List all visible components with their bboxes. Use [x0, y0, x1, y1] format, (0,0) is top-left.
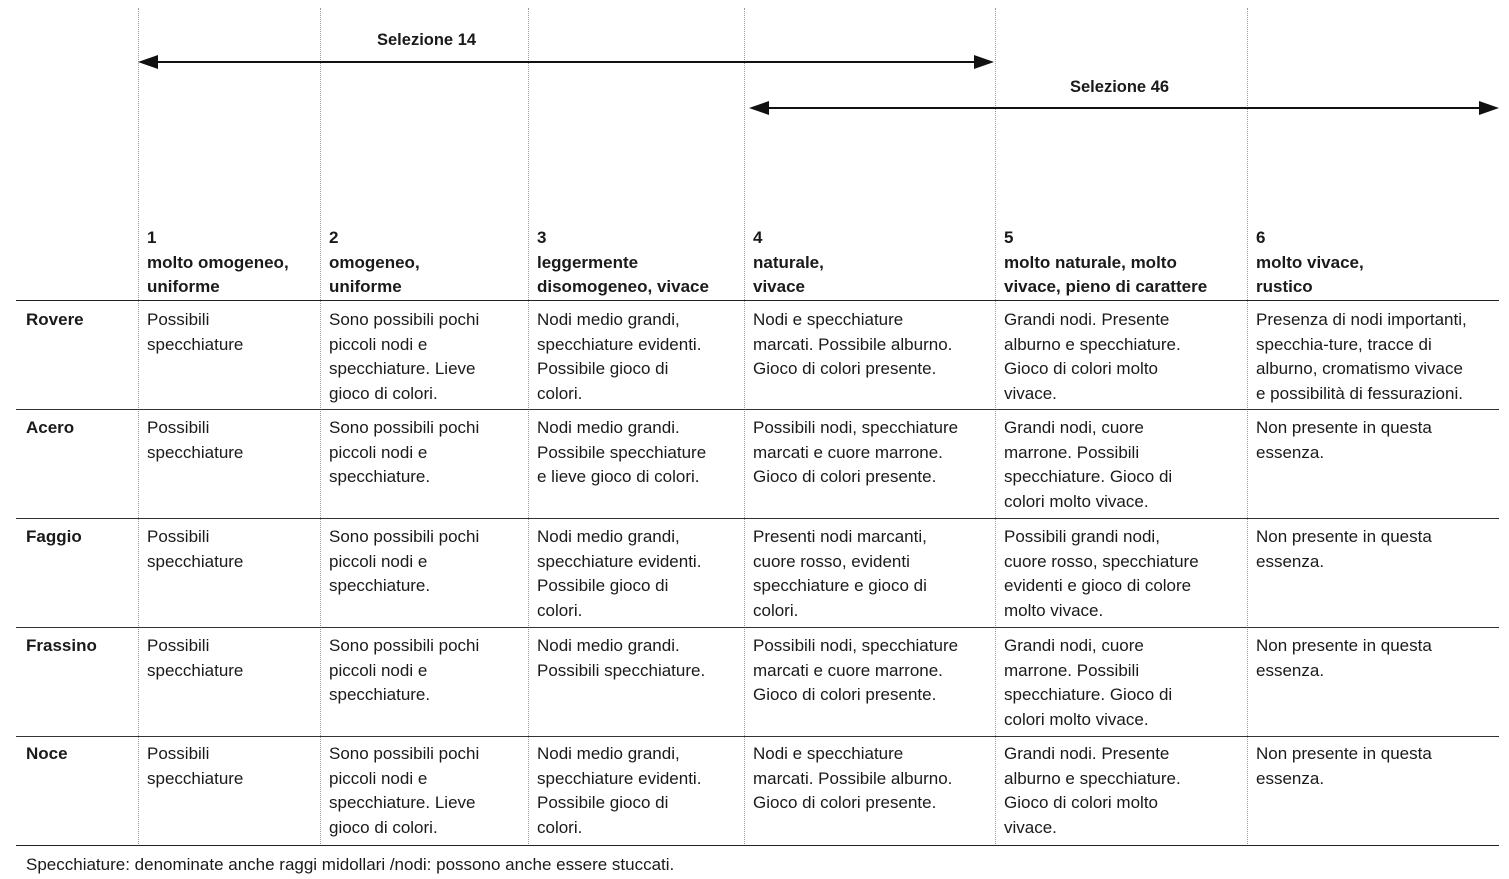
column-header-5: [1004, 226, 1207, 300]
cell-line: colori.: [537, 383, 583, 403]
table-cell: [537, 308, 701, 406]
table-cell: [753, 742, 952, 816]
cell-line: cuore rosso, specchiature: [1004, 551, 1199, 571]
cell-line: Possibile gioco di: [537, 793, 669, 812]
column-header-3: [537, 226, 709, 300]
cell-line: Possibili: [147, 527, 210, 546]
column-title-line: naturale,: [753, 252, 824, 272]
column-header-4: [753, 226, 824, 300]
column-title-line: uniforme: [329, 277, 402, 296]
cell-line: marcati. Possibile alburno.: [753, 768, 953, 788]
cell-line: marcati e cuore marrone.: [753, 660, 943, 680]
cell-line: marrone. Possibili: [1004, 442, 1140, 462]
table-cell: [329, 416, 479, 490]
cell-line: specchiature. Lieve: [329, 359, 476, 378]
column-number: 4: [753, 228, 763, 247]
cell-line: Nodi medio grandi,: [537, 527, 680, 546]
cell-line: Possibili nodi, specchiature: [753, 418, 959, 437]
cell-line: Sono possibili pochi: [329, 418, 480, 437]
footnote: Specchiature: denominate anche raggi midollari /nodi: possono anche essere stuccati.: [26, 855, 675, 874]
cell-line: marrone. Possibili: [1004, 660, 1140, 680]
table-cell: [1256, 742, 1432, 791]
cell-line: essenza.: [1256, 442, 1325, 462]
cell-line: specchiature.: [329, 467, 431, 486]
cell-line: Presenti nodi marcanti,: [753, 527, 927, 546]
cell-line: marcati e cuore marrone.: [753, 442, 943, 462]
cell-line: specchiature.: [329, 685, 431, 704]
cell-line: colori.: [753, 600, 799, 620]
cell-line: colori molto vivace.: [1004, 491, 1149, 511]
cell-line: colori.: [537, 600, 583, 620]
column-title-line: vivace, pieno di carattere: [1004, 277, 1208, 296]
table-cell: [1256, 525, 1432, 574]
cell-line: Sono possibili pochi: [329, 310, 480, 329]
cell-line: Gioco di colori presente.: [753, 685, 937, 704]
cell-line: evidenti e gioco di colore: [1004, 576, 1192, 595]
cell-line: Possibili: [147, 744, 210, 763]
cell-line: Sono possibili pochi: [329, 527, 480, 546]
cell-line: Nodi medio grandi,: [537, 744, 680, 763]
column-title-line: uniforme: [147, 277, 220, 296]
cell-line: Nodi medio grandi,: [537, 310, 680, 329]
cell-line: Possibile gioco di: [537, 359, 669, 378]
column-header-2: [329, 226, 420, 300]
cell-line: specchiature: [147, 660, 244, 680]
row-label-frassino: Frassino: [26, 636, 97, 655]
cell-line: specchiature evidenti.: [537, 551, 702, 571]
table-cell: [1004, 525, 1199, 623]
table-cell: [147, 308, 243, 357]
table-cell: [329, 634, 479, 708]
column-number: 3: [537, 228, 547, 247]
cell-line: essenza.: [1256, 551, 1325, 571]
cell-line: piccoli nodi e: [329, 442, 428, 462]
cell-line: Gioco di colori molto: [1004, 793, 1159, 812]
table-cell: [537, 525, 701, 623]
cell-line: Possibile gioco di: [537, 576, 669, 595]
table-cell: [753, 308, 952, 382]
table-cell: [537, 742, 701, 840]
table-cell: [147, 416, 243, 465]
cell-line: Nodi medio grandi.: [537, 636, 680, 655]
cell-line: Possibili: [147, 636, 210, 655]
cell-line: marcati. Possibile alburno.: [753, 334, 953, 354]
cell-line: Grandi nodi. Presente: [1004, 310, 1170, 329]
cell-line: specchiature. Gioco di: [1004, 685, 1173, 704]
table-cell: [753, 416, 958, 490]
cell-line: specchia-ture, tracce di: [1256, 334, 1432, 354]
cell-line: specchiature e gioco di: [753, 576, 927, 595]
cell-line: Non presente in questa: [1256, 527, 1432, 546]
row-label-faggio: Faggio: [26, 527, 82, 546]
cell-line: Possibili grandi nodi,: [1004, 527, 1160, 546]
table-cell: [1004, 416, 1172, 514]
cell-line: essenza.: [1256, 660, 1325, 680]
cell-line: essenza.: [1256, 768, 1325, 788]
table-cell: [147, 525, 243, 574]
column-header-6: [1256, 226, 1364, 300]
cell-line: piccoli nodi e: [329, 660, 428, 680]
table-cell: [329, 308, 479, 406]
cell-line: piccoli nodi e: [329, 768, 428, 788]
table-cell: [753, 525, 927, 623]
cell-line: alburno e specchiature.: [1004, 768, 1181, 788]
column-header-1: [147, 226, 289, 300]
cell-line: specchiature. Lieve: [329, 793, 476, 812]
cell-line: vivace.: [1004, 383, 1057, 403]
cell-line: gioco di colori.: [329, 817, 438, 837]
table-cell: [537, 634, 705, 683]
column-title-line: molto vivace,: [1256, 252, 1364, 272]
cell-line: molto vivace.: [1004, 600, 1104, 620]
cell-line: piccoli nodi e: [329, 334, 428, 354]
cell-line: Gioco di colori presente.: [753, 359, 937, 378]
cell-line: piccoli nodi e: [329, 551, 428, 571]
cell-line: colori molto vivace.: [1004, 709, 1149, 729]
cell-line: vivace.: [1004, 817, 1057, 837]
selection-46-label: Selezione 46: [1070, 78, 1170, 96]
selection-14-arrow: [138, 55, 994, 69]
column-title-line: vivace: [753, 277, 805, 296]
column-title-line: omogeneo,: [329, 252, 420, 272]
cell-line: Possibili: [147, 310, 210, 329]
cell-line: Possibili nodi, specchiature: [753, 636, 959, 655]
cell-line: specchiature: [147, 442, 244, 462]
cell-line: Non presente in questa: [1256, 744, 1432, 763]
cell-line: Grandi nodi. Presente: [1004, 744, 1170, 763]
cell-line: e possibilità di fessurazioni.: [1256, 383, 1463, 403]
cell-line: specchiature: [147, 551, 244, 571]
table-cell: [329, 742, 479, 840]
cell-line: specchiature. Gioco di: [1004, 467, 1173, 486]
cell-line: gioco di colori.: [329, 383, 438, 403]
cell-line: Nodi medio grandi.: [537, 418, 680, 437]
cell-line: Nodi e specchiature: [753, 310, 904, 329]
row-label-rovere: Rovere: [26, 310, 84, 329]
selection-46-arrow: [749, 101, 1499, 115]
column-title-line: disomogeneo, vivace: [537, 277, 709, 296]
cell-line: specchiature evidenti.: [537, 334, 702, 354]
column-number: 2: [329, 228, 339, 247]
table-cell: [753, 634, 958, 708]
table-cell: [329, 525, 479, 599]
row-label-acero: Acero: [26, 418, 75, 437]
cell-line: colori.: [537, 817, 583, 837]
table-cell: [147, 634, 243, 683]
cell-line: Gioco di colori presente.: [753, 793, 937, 812]
column-title-line: molto omogeneo,: [147, 252, 289, 272]
cell-line: Possibili specchiature.: [537, 660, 706, 680]
cell-line: Grandi nodi, cuore: [1004, 636, 1144, 655]
cell-line: e lieve gioco di colori.: [537, 467, 700, 486]
table-cell: [147, 742, 243, 791]
cell-line: Presenza di nodi importanti,: [1256, 310, 1467, 329]
cell-line: Nodi e specchiature: [753, 744, 904, 763]
column-title-line: rustico: [1256, 277, 1313, 296]
cell-line: specchiature.: [329, 576, 431, 595]
table-cell: [1004, 742, 1181, 840]
cell-line: Possibile specchiature: [537, 442, 707, 462]
cell-line: cuore rosso, evidenti: [753, 551, 910, 571]
cell-line: specchiature: [147, 768, 244, 788]
cell-line: alburno, cromatismo vivace: [1256, 359, 1463, 378]
table-cell: [1004, 308, 1181, 406]
selection-14-label: Selezione 14: [377, 31, 477, 49]
cell-line: specchiature: [147, 334, 244, 354]
cell-line: Gioco di colori molto: [1004, 359, 1159, 378]
table-cell: [537, 416, 706, 490]
table-cell: [1256, 634, 1432, 683]
table-cell: [1004, 634, 1172, 732]
cell-line: Sono possibili pochi: [329, 636, 480, 655]
table-cell: [1256, 416, 1432, 465]
cell-line: Possibili: [147, 418, 210, 437]
cell-line: Sono possibili pochi: [329, 744, 480, 763]
column-number: 5: [1004, 228, 1014, 247]
column-title-line: molto naturale, molto: [1004, 252, 1177, 272]
cell-line: Grandi nodi, cuore: [1004, 418, 1144, 437]
row-label-noce: Noce: [26, 744, 68, 763]
cell-line: Non presente in questa: [1256, 418, 1432, 437]
table-cell: [1256, 308, 1467, 406]
column-number: 6: [1256, 228, 1266, 247]
cell-line: specchiature evidenti.: [537, 768, 702, 788]
cell-line: Non presente in questa: [1256, 636, 1432, 655]
cell-line: alburno e specchiature.: [1004, 334, 1181, 354]
column-title-line: leggermente: [537, 252, 639, 272]
cell-line: Gioco di colori presente.: [753, 467, 937, 486]
column-number: 1: [147, 228, 157, 247]
